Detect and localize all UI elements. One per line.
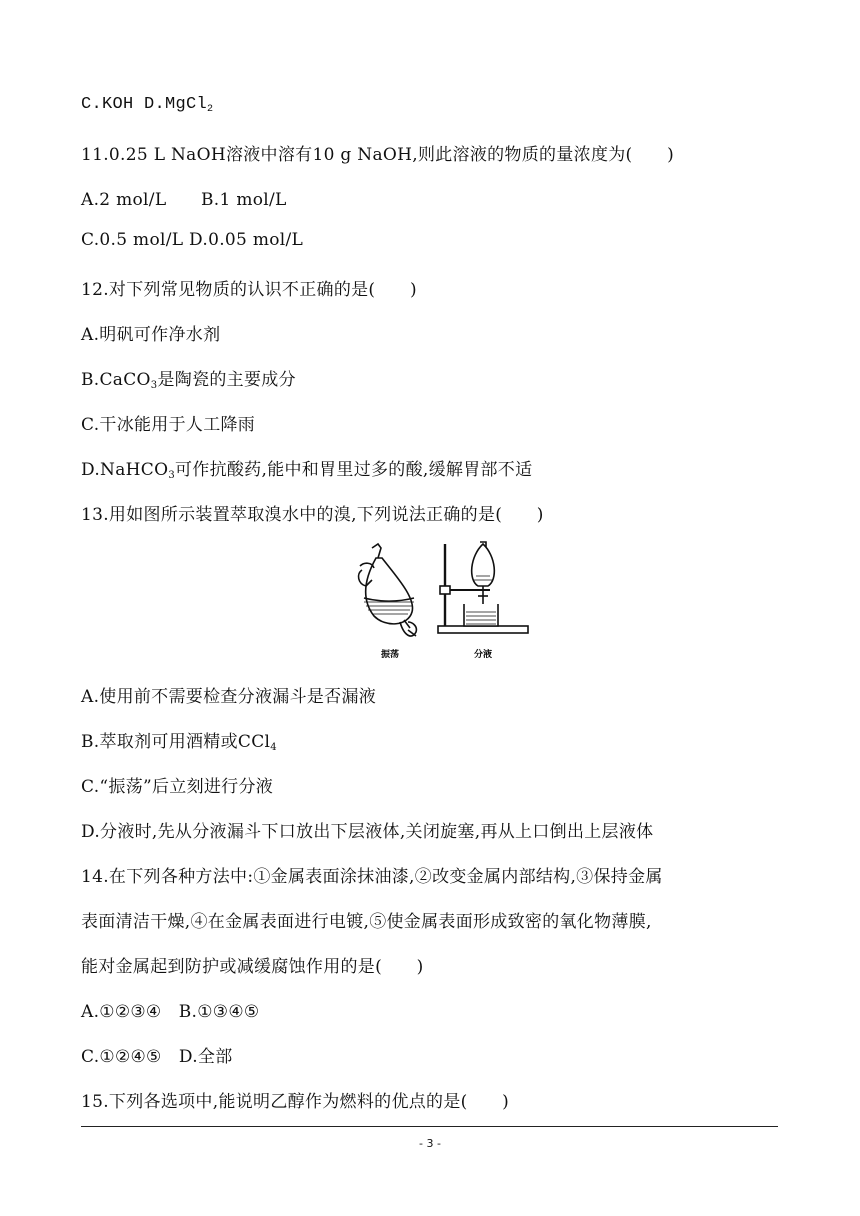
shaking-label: 振荡	[380, 650, 400, 660]
question-12-option-b: B.CaCO$_3$是陶瓷的主要成分	[81, 370, 296, 391]
question-14-line-2: 表面清洁干燥,④在金属表面进行电镀,⑤使金属表面形成致密的氧化物薄膜,	[81, 912, 652, 932]
question-13-option-b: B.萃取剂可用酒精或CCl$_4$	[81, 732, 277, 753]
footer-divider	[81, 1126, 778, 1127]
question-13-option-d: D.分液时,先从分液漏斗下口放出下层液体,关闭旋塞,再从上口倒出上层液体	[81, 822, 654, 842]
question-15: 15.下列各选项中,能说明乙醇作为燃料的优点的是( )	[81, 1092, 510, 1112]
question-14-options-ab: A.①②③④ B.①③④⑤	[81, 1002, 260, 1022]
question-13-option-a: A.使用前不需要检查分液漏斗是否漏液	[81, 687, 377, 707]
question-11-options-ab: A.2 mol/L B.1 mol/L	[81, 190, 287, 210]
question-12-option-c: C.干冰能用于人工降雨	[81, 415, 256, 435]
shaking-funnel-drawing	[359, 544, 417, 636]
option-line-c-d-q10: C.KOH D.MgCl$_2$	[81, 95, 214, 115]
page-number: - 3 -	[419, 1137, 441, 1150]
separatory-funnel-illustration	[350, 536, 530, 664]
extraction-apparatus-figure	[350, 536, 530, 664]
question-11: 11.0.25 L NaOH溶液中溶有10 g NaOH,则此溶液的物质的量浓度为( )	[81, 145, 675, 165]
separation-stand-drawing	[438, 542, 528, 633]
question-14-options-cd: C.①②④⑤ D.全部	[81, 1047, 233, 1067]
separation-label: 分液	[473, 650, 493, 660]
question-12: 12.对下列常见物质的认识不正确的是( )	[81, 280, 417, 300]
question-12-option-a: A.明矾可作净水剂	[81, 325, 221, 345]
question-14-line-3: 能对金属起到防护或减缓腐蚀作用的是( )	[81, 957, 424, 977]
question-14-line-1: 14.在下列各种方法中:①金属表面涂抹油漆,②改变金属内部结构,③保持金属	[81, 867, 663, 887]
question-11-options-cd: C.0.5 mol/L D.0.05 mol/L	[81, 230, 304, 250]
question-13: 13.用如图所示装置萃取溴水中的溴,下列说法正确的是( )	[81, 505, 544, 525]
question-13-option-c: C.“振荡”后立刻进行分液	[81, 777, 274, 797]
question-12-option-d: D.NaHCO$_3$可作抗酸药,能中和胃里过多的酸,缓解胃部不适	[81, 460, 533, 481]
